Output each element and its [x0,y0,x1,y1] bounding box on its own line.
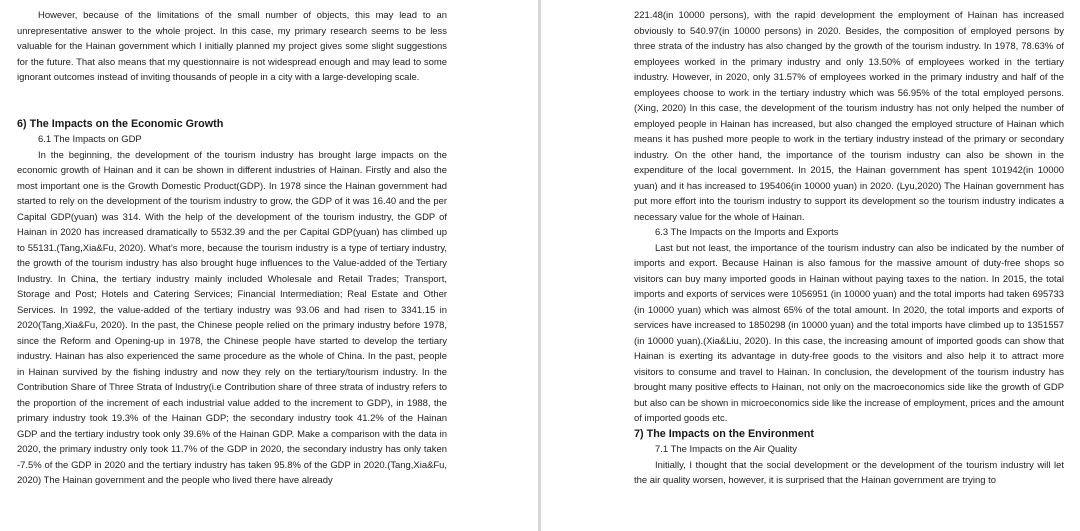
imports-exports-paragraph: Last but not least, the importance of the tourism industry can also be indicated by the number of imports and export. Because Hainan is also famous for the massive amount of duty-free shops so visitors can buy many imported goods in Hainan without paying taxes to the nation. In 2015, the total imports and exports of services were 1056951 (in 10000 yuan) and the total imports had taken 695733 (in 10000 yuan) which was almost 65% of the total amount. In 2020, the total imports and exports of services have increased to 1850298 (in 10000 yuan) and the total imports have climbed up to 1351557 (in 10000 yuan).(Xia&Liu, 2020). In this case, the increasing amount of imported goods can show that Hainan is exerting its advantage in duty-free goods to the visitors and also help it to attract more visitors to consume and travel to Hainan. In conclusion, the development of the tourism industry has brought many positive effects to Hainan, not only on the macroeconomics side like the growth of GDP but also can be shown in microeconomics side like the increase of employment, prices and the amount of imported goods etc. [634,242,1064,424]
gdp-paragraph: In the beginning, the development of the tourism industry has brought large impacts on the economic growth of Hainan and it can be shown in different industries of Hainan. Firstly and also the most important one is the Growth Domestic Product(GDP). In 1978 since the Hainan government had started to rely on the development of the tourism industry to grow, the GDP of it was 16.40 and the per Capital GDP(yuan) was 314. With the help of the development of the tourism industry, the GDP of Hainan in 2020 has increased dramatically to 5532.39 and the per Capital GDP(yuan) has climbed up to 55131.(Tang,Xia&Fu, 2020). What’s more, because the tourism industry is a type of tertiary industry, the growth of the tourism industry has also brought huge influences to the Value-added of the Tertiary Industry. In China, the tertiary industry mainly included Wholesale and Retail Trades; Transport, Storage and Post; Hotels and Catering Services; Financial Intermediation; Real Estate and Other Services. In 1992, the value-added of the tertiary industry was 93.06 and had risen to 3341.15 in 2020(Tang,Xia&Fu, 2020). In the past, the Chinese people relied on the primary industry before 1978, since the Reform and Opening-up in 1978, the Chinese people have started to develop the tertiary industry. Hainan has also experienced the same procedure as the whole of China. In the past, people in Hainan survived by the fishing industry and now they rely on the tertiary/tourism industry. In the Contribution Share of Three Strata of Industry(i.e Contribution share of three strata of industry refers to the proportion of the increment of each industrial value added to the increment to GDP), in 1988, the primary industry took 19.3% of the Hainan GDP; the secondary industry took 41.2% of the Hainan GDP and the tertiary industry took only 39.6% of the Hainan GDP. Make a comparison with the data in 2020, the primary industry only took 11.7% of the GDP in 2020, the secondary industry has only taken -7.5% of the GDP in 2020 and the tertiary industry has taken 95.8% of the GDP in 2020.(Tang,Xia&Fu, 2020) The Hainan government and the people who lived there have already [17,149,447,486]
intro-paragraph: However, because of the limitations of the small number of objects, this may lead to an unrepresentative answer to the whole project. In this case, my primary research seems to be less valuable for the Hainan government which I initially planned my project gives some slight suggestions for the future. That also means that my questionnaire is not widespread enough and may lead to some ignorant outcomes instead of inviting thousands of people in a city with a large-developing scale. [17,10,447,83]
air-quality-paragraph: Initially, I thought that the social development or the development of the tourism industry will let the air quality worsen, however, it is surprised that the Hainan government are trying to [634,459,1064,486]
document-page-right [541,0,1080,531]
subsection-heading-gdp: 6.1 The Impacts on GDP [38,134,142,145]
subsection-heading-imports-exports: 6.3 The Impacts on the Imports and Exports [655,227,839,238]
document-page-left [0,0,538,531]
paragraph-spacer [17,86,447,117]
section-heading-environment: 7) The Impacts on the Environment [634,427,814,440]
employment-paragraph: 221.48(in 10000 persons), with the rapid development the employment of Hainan has increased obviously to 540.97(in 10000 persons) in 2020. Besides, the composition of employed persons by three strata of the industry has also changed by the growth of the tourism industry. In 1978, 78.63% of employees worked in the primary industry and only 13.50% of employees worked in the tertiary industry. However, in 2020, only 31.57% of employees worked in the primary industry and half of the employees choose to work in the tertiary industry which was 56.95% of the total employed persons. (Xing, 2020) In this case, the development of the tourism industry has not only helped the number of employed people in Hainan has increased, but also changed the employed structure of Hainan which means it has pushed more people to work in the tertiary industry instead of the primary or secondary industry. On the other hand, the importance of the tourism industry can also be shown in the expenditure of the local government. In 2015, the Hainan government has spent 101942(in 10000 yuan) and it has increased to 195406(in 10000 yuan) in 2020. (Lyu,2020) The Hainan government has put more effort into the tourism industry to support its development so the tourism industry indicates a necessary value for the whole of Hainan. [634,10,1064,223]
section-heading-economic-growth: 6) The Impacts on the Economic Growth [17,117,224,130]
subsection-heading-air-quality: 7.1 The Impacts on the Air Quality [655,444,797,455]
